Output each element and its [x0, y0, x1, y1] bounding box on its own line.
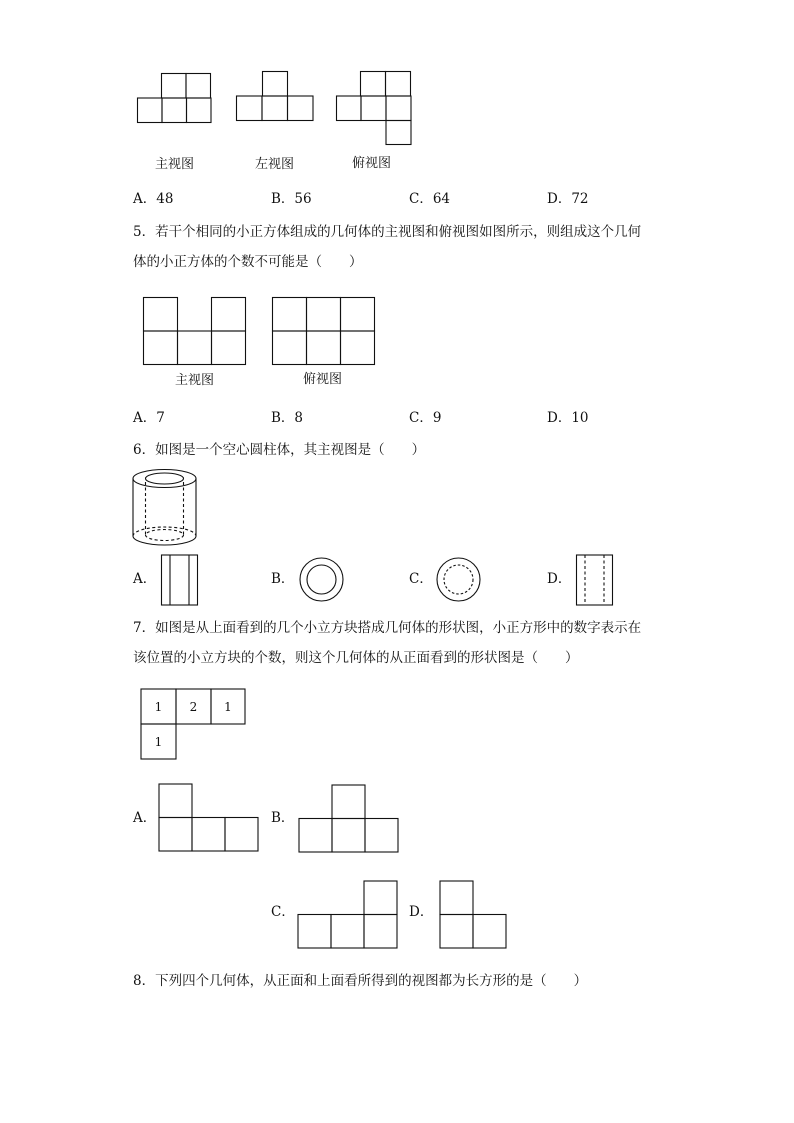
q6-option-a-label[interactable]: A．	[133, 571, 157, 587]
grid-cell-number: 2	[189, 700, 198, 714]
q7-option-a-label[interactable]: A．	[133, 810, 157, 826]
q5-caption-front-view: 主视图	[175, 373, 215, 388]
q6-option-a-figure[interactable]	[160, 554, 200, 608]
q5-option-c[interactable]: C．9	[409, 410, 442, 426]
q7-option-d-label[interactable]: D．	[409, 904, 434, 920]
hollow-cylinder-figure	[131, 468, 199, 550]
q7-option-c-figure[interactable]	[297, 880, 399, 950]
q5-front-view-figure	[143, 297, 249, 369]
q4-option-a[interactable]: A．48	[133, 191, 174, 207]
q4-front-view-figure	[137, 73, 215, 125]
caption-top-view: 俯视图	[352, 156, 392, 171]
q6-option-c-label[interactable]: C．	[409, 571, 433, 587]
q4-option-b[interactable]: B．56	[271, 191, 312, 207]
q4-left-view-figure	[236, 71, 316, 123]
q6-stem: 6．如图是一个空心圆柱体，其主视图是（ ）	[133, 442, 426, 458]
caption-front-view: 主视图	[155, 157, 195, 172]
q6-option-d-figure[interactable]	[575, 554, 615, 608]
q6-option-c-figure[interactable]	[436, 557, 482, 603]
grid-cell-number: 1	[224, 700, 232, 714]
q5-option-b[interactable]: B．8	[271, 410, 304, 426]
q6-option-d-label[interactable]: D．	[547, 571, 572, 587]
grid-cell-number: 1	[154, 700, 163, 714]
q7-option-c-label[interactable]: C．	[271, 904, 295, 920]
q6-option-b-figure[interactable]	[299, 557, 345, 603]
q7-option-b-label[interactable]: B．	[271, 810, 295, 826]
q4-option-d[interactable]: D．72	[547, 191, 589, 207]
q4-top-view-figure	[336, 71, 416, 147]
q7-option-b-figure[interactable]	[298, 784, 400, 854]
q5-stem-line1: 5．若干个相同的小正方体组成的几何体的主视图和俯视图如图所示，则组成这个几何	[133, 224, 642, 240]
q5-caption-top-view: 俯视图	[303, 372, 343, 387]
q7-stem-line2: 该位置的小立方块的个数，则这个几何体的从正面看到的形状图是（ ）	[133, 650, 579, 666]
q7-top-view-grid	[140, 688, 248, 762]
q6-option-b-label[interactable]: B．	[271, 571, 295, 587]
q8-stem: 8．下列四个几何体，从正面和上面看所得到的视图都为长方形的是（ ）	[133, 973, 588, 989]
q5-option-d[interactable]: D．10	[547, 410, 589, 426]
q5-stem-line2: 体的小正方体的个数不可能是（ ）	[133, 254, 363, 270]
q7-option-d-figure[interactable]	[439, 880, 509, 950]
q5-top-view-figure	[272, 297, 378, 369]
q5-option-a[interactable]: A．7	[133, 410, 165, 426]
q7-option-a-figure[interactable]	[158, 783, 260, 853]
caption-left-view: 左视图	[255, 157, 295, 172]
q7-stem-line1: 7．如图是从上面看到的几个小立方块搭成几何体的形状图，小正方形中的数字表示在	[133, 620, 642, 636]
grid-cell-number: 1	[154, 735, 163, 749]
q4-option-c[interactable]: C．64	[409, 191, 451, 207]
